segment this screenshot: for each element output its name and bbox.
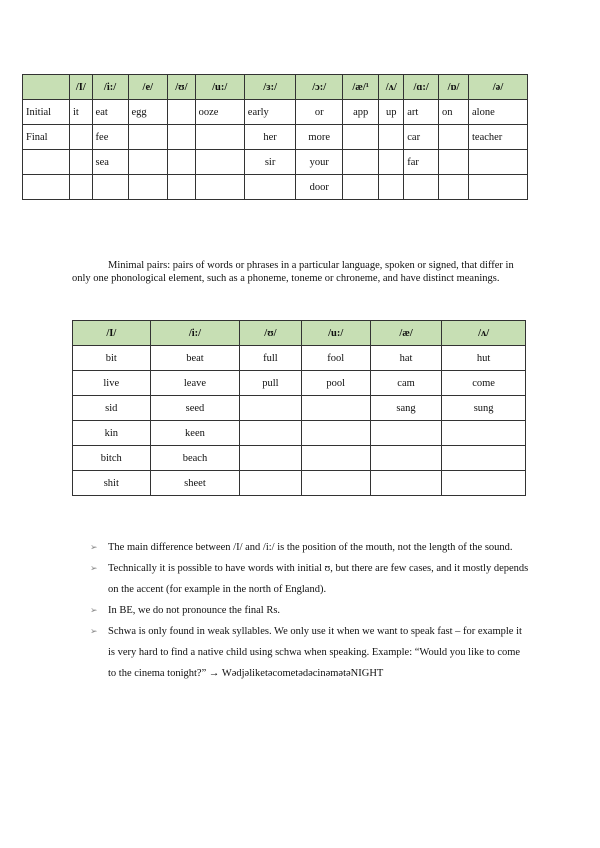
table-cell: egg (128, 100, 168, 125)
table-cell (301, 446, 370, 471)
table-cell: hut (442, 346, 526, 371)
table-cell: sung (442, 396, 526, 421)
list-item-text: Schwa is only found in weak syllables. We only use it when we want to speak fast – for example it is very hard to find a native child using schwa when speaking. Example: “Would you like to come to the cinema tonight?” → WədjəliketəcometədəcinəmətəNIGHT (108, 626, 522, 679)
table-cell (195, 150, 244, 175)
table-row (73, 446, 526, 471)
header-cell: /æ/ (370, 321, 441, 346)
header-cell: /I/ (73, 321, 151, 346)
list-item (90, 558, 530, 600)
table-cell (168, 125, 196, 150)
notes-list (90, 537, 530, 684)
header-cell: /ɑ:/ (404, 75, 439, 100)
table-cell (469, 150, 528, 175)
header-cell: /æ/¹ (343, 75, 379, 100)
table-cell: on (439, 100, 469, 125)
table-cell (128, 150, 168, 175)
table-cell: hat (370, 346, 441, 371)
table-row (23, 100, 528, 125)
table-cell: sid (73, 396, 151, 421)
list-item-text: Technically it is possible to have words with initial ʊ, but there are few cases, and it mostly depends on the accent (for example in the north of England). (108, 563, 529, 595)
list-item (90, 537, 530, 558)
table-cell (240, 471, 301, 496)
minimal-pairs-table (72, 320, 526, 496)
table-cell: alone (469, 100, 528, 125)
table-cell: beat (150, 346, 240, 371)
table-cell: or (296, 100, 343, 125)
table-cell: fool (301, 346, 370, 371)
table-cell: sang (370, 396, 441, 421)
table-cell (343, 125, 379, 150)
table-cell (442, 421, 526, 446)
table-cell (240, 421, 301, 446)
table-cell (70, 150, 93, 175)
table-cell: come (442, 371, 526, 396)
table-cell (370, 446, 441, 471)
table-row (73, 371, 526, 396)
table-cell: her (244, 125, 296, 150)
table-cell: pull (240, 371, 301, 396)
arrow-bullet-icon: ➢ (90, 605, 98, 615)
table-cell: keen (150, 421, 240, 446)
table-cell (70, 175, 93, 200)
header-cell: /i:/ (150, 321, 240, 346)
table-row (73, 396, 526, 421)
table-row (23, 150, 528, 175)
minimal-pairs-definition (72, 259, 528, 285)
table-cell (128, 125, 168, 150)
table-cell (404, 175, 439, 200)
table-cell (343, 150, 379, 175)
table-cell (240, 446, 301, 471)
table-cell (168, 175, 196, 200)
header-cell: /e/ (128, 75, 168, 100)
table-cell: beach (150, 446, 240, 471)
header-cell: /ʊ/ (168, 75, 196, 100)
list-item (90, 600, 530, 621)
table-cell (379, 150, 404, 175)
table-cell (240, 396, 301, 421)
arrow-bullet-icon: ➢ (90, 563, 98, 573)
table-cell: fee (92, 125, 128, 150)
table-cell (370, 471, 441, 496)
table-cell (343, 175, 379, 200)
list-item-text: In BE, we do not pronounce the final Rs. (108, 605, 281, 616)
table-cell: sheet (150, 471, 240, 496)
table-cell: app (343, 100, 379, 125)
list-item (90, 621, 530, 684)
table-cell: leave (150, 371, 240, 396)
table-cell (439, 150, 469, 175)
table-cell: full (240, 346, 301, 371)
header-cell: /I/ (70, 75, 93, 100)
table-cell (442, 471, 526, 496)
header-cell: /ʌ/ (442, 321, 526, 346)
table-row (23, 125, 528, 150)
table-cell: sir (244, 150, 296, 175)
table-cell: bit (73, 346, 151, 371)
vowel-sounds-table (22, 74, 528, 200)
header-cell: /ʌ/ (379, 75, 404, 100)
header-cell: /u:/ (195, 75, 244, 100)
table-row (73, 471, 526, 496)
table-cell: early (244, 100, 296, 125)
table-cell (439, 125, 469, 150)
table-cell (442, 446, 526, 471)
row-label (23, 175, 70, 200)
table-cell (469, 175, 528, 200)
header-cell: /ɒ/ (439, 75, 469, 100)
table-header-row (73, 321, 526, 346)
table-cell (244, 175, 296, 200)
table-cell (439, 175, 469, 200)
table-cell: bitch (73, 446, 151, 471)
table-cell (379, 125, 404, 150)
header-cell: /ʊ/ (240, 321, 301, 346)
table-cell (168, 150, 196, 175)
table-cell (301, 421, 370, 446)
table-cell: eat (92, 100, 128, 125)
table-cell: up (379, 100, 404, 125)
row-label: Initial (23, 100, 70, 125)
list-item-text: The main difference between /I/ and /i:/ is the position of the mouth, not the length of the sound. (108, 542, 513, 553)
table-cell: pool (301, 371, 370, 396)
table-cell: kin (73, 421, 151, 446)
table-cell (301, 471, 370, 496)
table-cell (70, 125, 93, 150)
arrow-bullet-icon: ➢ (90, 542, 98, 552)
table-cell: more (296, 125, 343, 150)
table-cell (195, 175, 244, 200)
table-cell (168, 100, 196, 125)
table-cell: teacher (469, 125, 528, 150)
table-cell: your (296, 150, 343, 175)
table-row (73, 346, 526, 371)
table-cell (92, 175, 128, 200)
table-row (73, 421, 526, 446)
arrow-bullet-icon: ➢ (90, 626, 98, 636)
table-row (23, 175, 528, 200)
table-cell (301, 396, 370, 421)
table-cell: seed (150, 396, 240, 421)
table-cell (379, 175, 404, 200)
table-cell: car (404, 125, 439, 150)
table-cell: door (296, 175, 343, 200)
table-cell: it (70, 100, 93, 125)
header-cell: /ɔ:/ (296, 75, 343, 100)
definition-text: Minimal pairs: pairs of words or phrases in a particular language, spoken or signed, that differ in only one phonological element, such as a phoneme, toneme or chroneme, and have distinct meanings. (72, 259, 514, 284)
header-cell: /ɜ:/ (244, 75, 296, 100)
header-cell (23, 75, 70, 100)
table-cell: shit (73, 471, 151, 496)
table-cell: far (404, 150, 439, 175)
table-cell: ooze (195, 100, 244, 125)
table-cell: art (404, 100, 439, 125)
table-header-row (23, 75, 528, 100)
table-cell (128, 175, 168, 200)
table-cell: live (73, 371, 151, 396)
row-label (23, 150, 70, 175)
table-cell: sea (92, 150, 128, 175)
header-cell: /ə/ (469, 75, 528, 100)
table-cell (195, 125, 244, 150)
table-cell: cam (370, 371, 441, 396)
row-label: Final (23, 125, 70, 150)
header-cell: /i:/ (92, 75, 128, 100)
header-cell: /u:/ (301, 321, 370, 346)
table-cell (370, 421, 441, 446)
